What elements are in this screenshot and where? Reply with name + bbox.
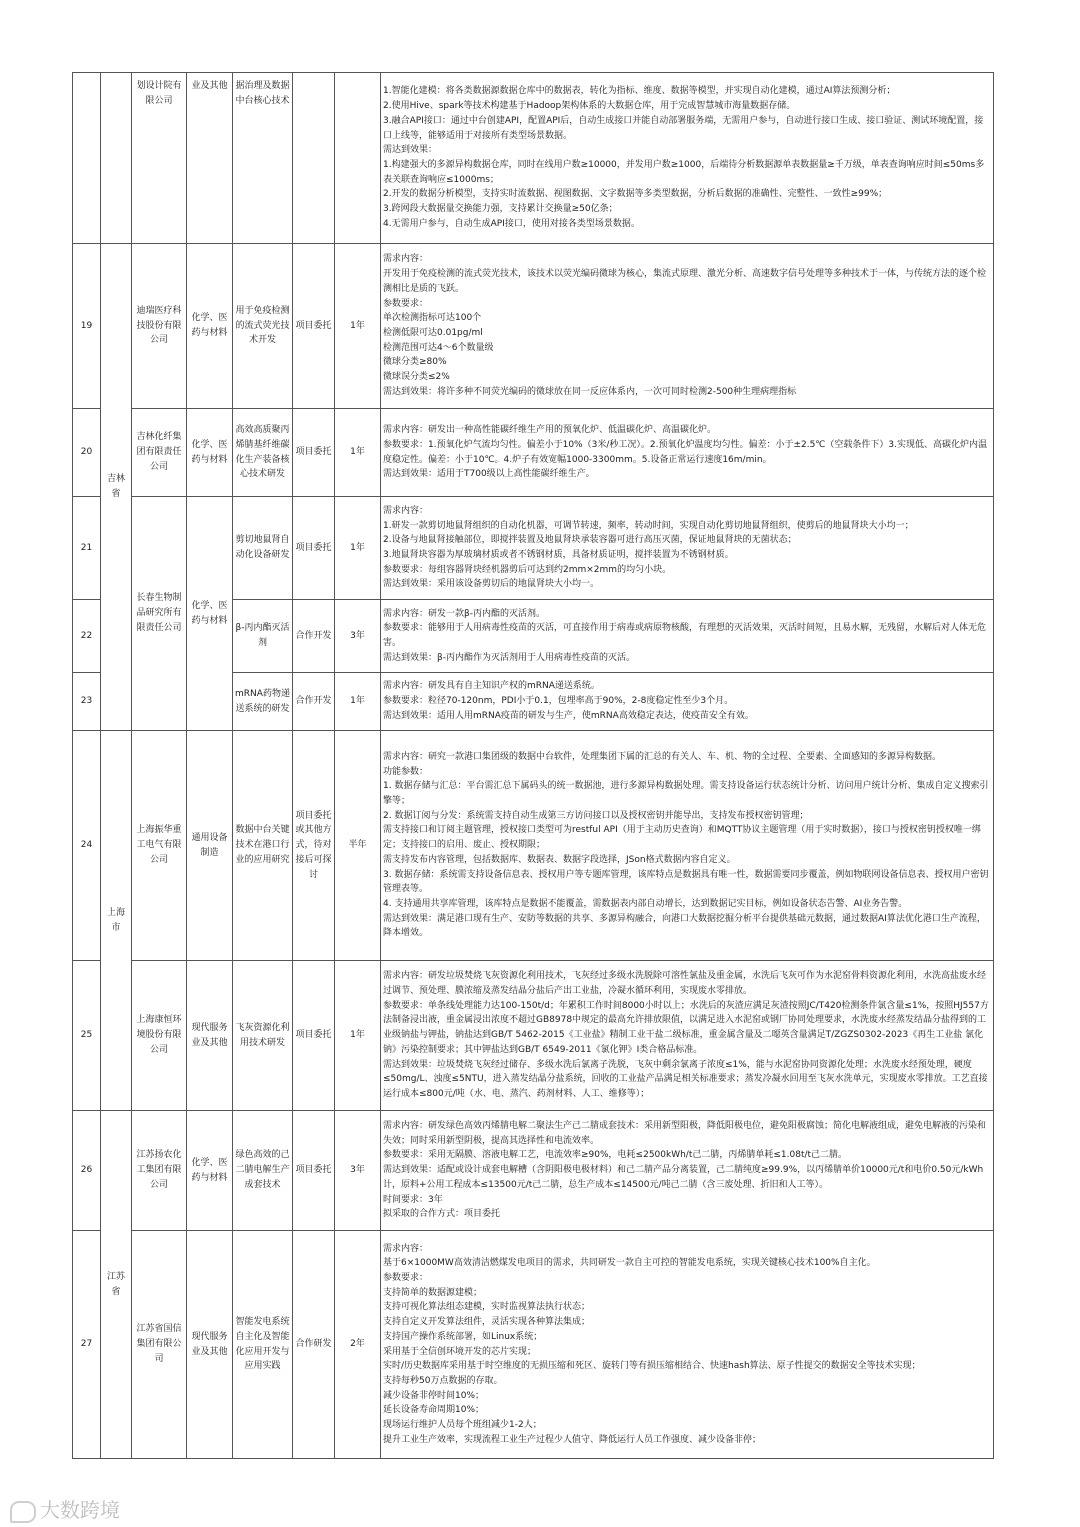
company-cell: 吉林化纤集团有限责任公司 (132, 409, 187, 497)
requirement-line: 减少设备非停时间10%； (383, 1390, 485, 1401)
project-title-cell: 数据中台关键技术在港口行业的应用研究 (233, 731, 293, 961)
requirement-line: 支持每秒50万点数据的存取。 (383, 1375, 503, 1386)
requirement-line: 3. 数据存储：系统需支持设备信息表、授权用户等专题库管理，该库特点是数据具有唯一性，数据需要同步覆盖，例如物联网设备信息表、授权用户密钥管理表等。 (383, 869, 989, 895)
requirement-line: 现场运行维护人员每个班组减少1-2人； (383, 1420, 542, 1431)
row-number-cell: 26 (73, 1111, 101, 1231)
requirement-line: 4.无需用户参与，自动生成API接口，使用对接各类型场景数据。 (383, 218, 640, 229)
requirement-line: 单次检测指标可达100个 (383, 313, 482, 324)
table-row (73, 73, 994, 244)
requirement-line: 时间要求：3年 (383, 1194, 443, 1205)
requirement-line: 2.使用Hive、spark等技术构建基于Hadoop架构体系的大数据仓库，用于完成智慧城市海量数据存储。 (383, 101, 796, 112)
cooperation-mode-cell: 合作研发 (293, 1231, 335, 1459)
requirement-line: 需求内容：研发具有自主知识产权的mRNA递送系统。 (383, 681, 600, 692)
field-cell: 化学、医药与材料 (187, 497, 233, 731)
period-cell: 1年 (335, 244, 381, 409)
table-row (73, 409, 994, 497)
requirement-line: 需求内容：研发一款β-丙内酯的灭活剂。 (383, 608, 545, 619)
requirement-line: 参数要求： (383, 1272, 429, 1283)
requirement-line: 检测低限可达0.01pg/ml (383, 328, 483, 338)
requirement-line: 需达到效果： (383, 145, 438, 156)
row-number-cell: 23 (73, 673, 101, 731)
requirement-cell (381, 497, 994, 600)
requirement-line: 1. 数据存储与汇总：平台需汇总下属码头的统一数据池，进行多源异构数据处理。需支持设备运行状态统计分析、访问用户统计分析、集成自定义搜索引擎等； (383, 781, 989, 807)
province-cell: 江苏省 (101, 1111, 132, 1459)
requirement-line: 支持可视化算法组态建模，实时监视算法执行状态； (383, 1302, 591, 1313)
requirement-line: 检测范围可达4～6个数量级 (383, 342, 494, 353)
requirement-line: 1.构建强大的多源异构数据仓库，同时在线用户数≥10000，并发用户数≥1000，后端待分析数据源单表数据量≥千万级，单表查询响应时间≤50ms多表关联查询响应≤1000ms； (383, 160, 985, 185)
row-number-cell: 20 (73, 409, 101, 497)
project-title-cell: 飞灰资源化利用技术研发 (233, 961, 293, 1111)
table-row (73, 1111, 994, 1231)
requirement-line: 2.开发的数据分析模型，支持实时流数据、视图数据、文字数据等多类型数据，分析后数据的准确性、完整性、一致性≥99%； (383, 189, 888, 200)
table-row (73, 244, 994, 409)
requirement-cell (381, 244, 994, 409)
project-title-cell: 剪切地鼠肾自动化设备研发 (233, 497, 293, 600)
requirement-line: 需求内容：研发绿色高效丙烯腈电解二聚法生产己二腈成套技术：采用新型阳极，降低阳极电位，避免阳极腐蚀；简化电解液组成，避免电解液的污染和失效；同时采用新型阴极，提高其选择性和电流效率。 (383, 1121, 987, 1146)
weibo-logo-icon (10, 1501, 36, 1523)
row-number-cell: 22 (73, 600, 101, 673)
company-cell: 江苏扬农化工集团有限公司 (132, 1111, 187, 1231)
period-cell: 1年 (335, 409, 381, 497)
watermark (10, 1494, 120, 1523)
row-number-cell: 27 (73, 1231, 101, 1459)
requirement-line: 1.智能化建模：将各类数据源数据仓库中的数据表，转化为指标、维度、数据等模型，并实现自动化建模，通过AI算法预测分析； (383, 86, 896, 97)
period-cell: 1年 (335, 497, 381, 600)
requirement-cell (381, 673, 994, 731)
requirement-line: 参数要求：能够用于人用病毒性疫苗的灭活，可直接作用于病毒或病原物核酸，有理想的灭活效果，灭活时间短，且易水解，无残留，水解后对人体无危害。 (383, 623, 987, 648)
company-cell: 迪瑞医疗科技股份有限公司 (132, 244, 187, 409)
requirement-line: 2. 数据订阅与分发：系统需支持自动生成第三方访问接口以及授权密钥并能导出，支持发布授权密钥管理； (383, 810, 809, 821)
requirement-cell (381, 1111, 994, 1231)
requirement-line: 支持国产操作系统部署，如Linux系统； (383, 1331, 543, 1342)
period-cell (335, 73, 381, 244)
requirement-line: 3.跨网段大数据量交换能力强，支持累计交换量≥50亿条； (383, 204, 618, 215)
requirement-line: 需支持接口和订阅主题管理，授权接口类型可为restful API（用于主动历史查询）和MQTT协议主题管理（用于实时数据），接口与授权密钥授权唯一绑定；支持接口的启用、废止、授权期限； (383, 825, 981, 851)
project-title-cell: 据治理及数据中台核心技术 (233, 73, 293, 244)
requirement-line: 支持简单的数据源建模； (383, 1287, 483, 1298)
table-row (73, 497, 994, 600)
requirement-line: 需达到效果：将许多种不同荧光编码的微球放在同一反应体系内，一次可同时检测2-500种生理病理指标 (383, 386, 797, 397)
field-cell: 化学、医药与材料 (187, 244, 233, 409)
company-cell: 江苏省国信集团有限公司 (132, 1231, 187, 1459)
cooperation-mode-cell (293, 73, 335, 244)
requirement-line: 2.设备与地鼠肾接触部位，即搅拌装置及地鼠肾块承装容器可进行高压灭菌，保证地鼠肾块的无菌状态； (383, 535, 797, 546)
cooperation-mode-cell: 项目委托 (293, 497, 335, 600)
field-cell: 现代服务业及其他 (187, 961, 233, 1111)
requirement-line: 参数要求：每组容器肾块经机器剪后可达到约2mm×2mm的均匀小块。 (383, 564, 672, 575)
requirement-line: 需支持发布内容管理，包括数据库、数据表、数据字段选择，JSon格式数据内容自定义。 (383, 854, 736, 865)
requirement-line: 3.融合API接口：通过中台创建API，配置API后，自动生成接口并能自动部署服务端，无需用户参与，自动进行接口生成、接口验证、测试环境配置，接口上线等，能够适用于对接所有类型场景数据。 (383, 115, 984, 141)
province-cell: 吉林省 (101, 244, 132, 731)
company-cell: 上海康恒环境股份有限公司 (132, 961, 187, 1111)
requirement-line: 基于6×1000MW高效清洁燃煤发电项目的需求，共同研发一款自主可控的智能发电系统，实现关键核心技术100%自主化。 (383, 1258, 876, 1269)
requirement-line: 微球分类≥80% (383, 357, 447, 368)
period-cell: 2年 (335, 1231, 381, 1459)
requirement-line: 开发用于免疫检测的流式荧光技术，该技术以荧光编码微球为核心，集流式原理、激光分析、高速数字信号处理等多种技术于一体，与传统方法的逐个检测相比是质的飞跃。 (383, 269, 987, 294)
project-title-cell: 绿色高效的己二腈电解生产成套技术 (233, 1111, 293, 1231)
cooperation-mode-cell: 项目委托 (293, 1111, 335, 1231)
requirement-line: 需达到效果：垃圾焚烧飞灰经过储存、多级水洗后氯离子洗脱，飞灰中剩余氯离子浓度≤1%，能与水泥窑协同资源化处理；水洗废水经预处理，硬度≤50mg/L、浊度≤5NTU，进入蒸发结晶分盐系统，回收的工业盐产品满足相关标准要求；蒸发冷凝水回用至飞灰水洗单元，实现废水零排放。工艺直接运行成本≤800元/吨（水、电、蒸汽、药剂材料、人工、维修等）； (383, 1059, 988, 1099)
period-cell: 1年 (335, 673, 381, 731)
row-number-cell (73, 73, 101, 244)
requirement-line: 实时/历史数据库采用基于时空维度的无损压缩和死区、旋转门等有损压缩相结合、快速hash算法、原子性提交的数据安全等技术实现； (383, 1361, 921, 1372)
period-cell: 3年 (335, 600, 381, 673)
requirement-line: 3.地鼠肾块容器为厚玻璃材质或者不锈钢材质，具备材质证明，搅拌装置为不锈钢材质。 (383, 550, 734, 560)
requirement-line: 需达到效果：采用该设备剪切后的地鼠肾块大小均一。 (383, 579, 600, 590)
requirement-line: 参数要求：采用无隔膜、溶液电解工艺，电流效率≥90%，电耗≤2500kWh/t己二腈，丙烯腈单耗≤1.08t/t己二腈。 (383, 1150, 848, 1161)
requirement-line: 需达到效果：适用于T700级以上高性能碳纤维生产。 (383, 469, 595, 480)
requirement-line: 参数要求：粒径70-120nm，PDI小于0.1，包埋率高于90%，2-8度稳定性至少3个月。 (383, 696, 734, 707)
table-row (73, 731, 994, 961)
row-number-cell: 25 (73, 961, 101, 1111)
cooperation-mode-cell: 项目委托 (293, 244, 335, 409)
project-title-cell: 高效高质聚丙烯腈基纤维碳化生产装备核心技术研发 (233, 409, 293, 497)
requirement-line: 支持自定义开发算法组件，灵活实现各种算法集成； (383, 1317, 591, 1328)
cooperation-mode-cell: 合作开发 (293, 673, 335, 731)
province-cell (101, 73, 132, 244)
company-cell: 划设计院有限公司 (132, 73, 187, 244)
company-cell: 长春生物制品研究所有限责任公司 (132, 497, 187, 731)
requirement-line: 需达到效果：β-丙内酯作为灭活剂用于人用病毒性疫苗的灭活。 (383, 652, 635, 663)
requirement-line: 延长设备寿命周期10%； (383, 1405, 485, 1416)
row-number-cell: 24 (73, 731, 101, 961)
requirement-line: 4. 支持通用共享库管理，该库特点是数据不能覆盖，需数据表内部自动增长，达到数据记实目标，例如设备状态告警、AI业务告警。 (383, 898, 908, 909)
requirement-line: 参数要求： (383, 298, 429, 309)
field-cell: 业及其他 (187, 73, 233, 244)
requirement-line: 功能参数： (383, 766, 429, 777)
requirement-line: 参数要求：单条线处理能力达100-150t/d；年累积工作时间8000小时以上；水洗后的灰渣应满足灰渣按照JC/T420检测条件氯含量≤1%，按照HJ557方法制备浸出液，重金属浸出浓度不超过GB8978中规定的最高允许排放限值，以满足进入水泥窑或钢厂协同处理要求，水洗废水经蒸发结晶分盐得到的工业级钠盐与钾盐，钠盐达到GB/T 5462-2015《工业盐》精制工业干盐二级标准，重金属含量及二噁英含量满足T/ZGZS0302-2023《再生工业盐 氯化钠》污染控制要求；其中钾盐达到GB/T 6549-2011《氯化钾》Ⅰ类合格品标准。 (383, 1000, 989, 1055)
cooperation-mode-cell: 项目委托 (293, 409, 335, 497)
row-number-cell: 21 (73, 497, 101, 600)
period-cell: 3年 (335, 1111, 381, 1231)
project-title-cell: 智能发电系统自主化及智能化应用开发与应用实践 (233, 1231, 293, 1459)
requirement-line: 采用基于全信创环境开发的芯片实现； (383, 1346, 537, 1357)
project-title-cell: β-丙内酯灭活剂 (233, 600, 293, 673)
field-cell: 化学、医药与材料 (187, 1111, 233, 1231)
requirement-line: 需求内容：研究一款港口集团级的数据中台软件，处理集团下属的汇总的有关人、车、机、物的全过程、全要素、全面感知的多源异构数据。 (383, 751, 942, 762)
requirement-cell (381, 961, 994, 1111)
requirement-line: 1.研发一款剪切地鼠肾组织的自动化机器，可调节转速，频率，转动时间，实现自动化剪切地鼠肾组织，使剪后的地鼠肾块大小均一； (383, 520, 914, 531)
requirement-line: 需达到效果：满足港口现有生产、安防等数据的共享、多源异构融合，向港口大数据挖掘分析平台提供基础元数据，通过数据AI算法优化港口生产流程，降本增效。 (383, 913, 986, 939)
field-cell: 通用设备制造 (187, 731, 233, 961)
cooperation-mode-cell: 项目委托 (293, 961, 335, 1111)
requirement-line: 提升工业生产效率，实现流程工业生产过程少人值守、降低运行人员工作强度、减少设备非停； (383, 1434, 762, 1445)
table-row (73, 961, 994, 1111)
requirement-cell (381, 600, 994, 673)
requirement-cell (381, 1231, 994, 1459)
project-title-cell: 用于免疫检测的流式荧光技术开发 (233, 244, 293, 409)
requirement-line: 需求内容：研发垃圾焚烧飞灰资源化利用技术，飞灰经过多级水洗脱除可溶性氯盐及重金属，水洗后飞灰可作为水泥窑骨料资源化利用，水洗高盐废水经过调节、预处理、膜浓缩及蒸发结晶分盐后产出工业盐，冷凝水循环利用，实现废水零排放。 (383, 971, 987, 997)
requirement-line: 需求内容：研发出一种高性能碳纤维生产用的预氧化炉、低温碳化炉、高温碳化炉。 (383, 425, 717, 436)
table-row (73, 1231, 994, 1459)
period-cell: 半年 (335, 731, 381, 961)
field-cell: 化学、医药与材料 (187, 409, 233, 497)
requirement-line: 需求内容： (383, 254, 429, 265)
watermark-text: 大数跨境 (40, 1498, 120, 1522)
requirement-cell (381, 73, 994, 244)
row-number-cell: 19 (73, 244, 101, 409)
requirement-line: 需求内容： (383, 505, 429, 516)
requirement-line: 参数要求：1.预氧化炉气流均匀性。偏差小于10%（3米/秒工况）。2.预氧化炉温度均匀性。偏差：小于±2.5℃（空载条件下）3.实现低、高碳化炉内温度稳定性。偏差：小于10℃。4.炉子有效宽幅1000-3300mm。5.设备正常运行速度16m/min。 (383, 439, 987, 465)
project-title-cell: mRNA药物递送系统的研发 (233, 673, 293, 731)
requirement-line: 需达到效果：适用人用mRNA疫苗的研发与生产，使mRNA高效稳定表达，使疫苗安全有效。 (383, 710, 754, 721)
requirement-cell (381, 409, 994, 497)
period-cell: 1年 (335, 961, 381, 1111)
requirement-cell (381, 731, 994, 961)
requirements-table (72, 72, 994, 1459)
company-cell: 上海振华重工电气有限公司 (132, 731, 187, 961)
province-cell: 上海市 (101, 731, 132, 1111)
requirement-line: 需达到效果：适配或设计成套电解槽（含阴阳极电极材料）和己二腈产品分离装置，己二腈纯度≥99.9%，以丙烯腈单价10000元/t和电价0.50元/kWh计，原料+公用工程成本≤13500元/t己二腈，总生产成本≤14500元/吨己二腈（含三废处理、折旧和人工等）。 (383, 1165, 984, 1190)
cooperation-mode-cell: 项目委托或其他方式，待对接后可探讨 (293, 731, 335, 961)
requirement-line: 微球误分类≤2% (383, 372, 450, 383)
cooperation-mode-cell: 合作开发 (293, 600, 335, 673)
requirement-line: 需求内容： (383, 1243, 429, 1254)
requirement-line: 拟采取的合作方式：项目委托 (383, 1209, 501, 1220)
field-cell: 现代服务业及其他 (187, 1231, 233, 1459)
